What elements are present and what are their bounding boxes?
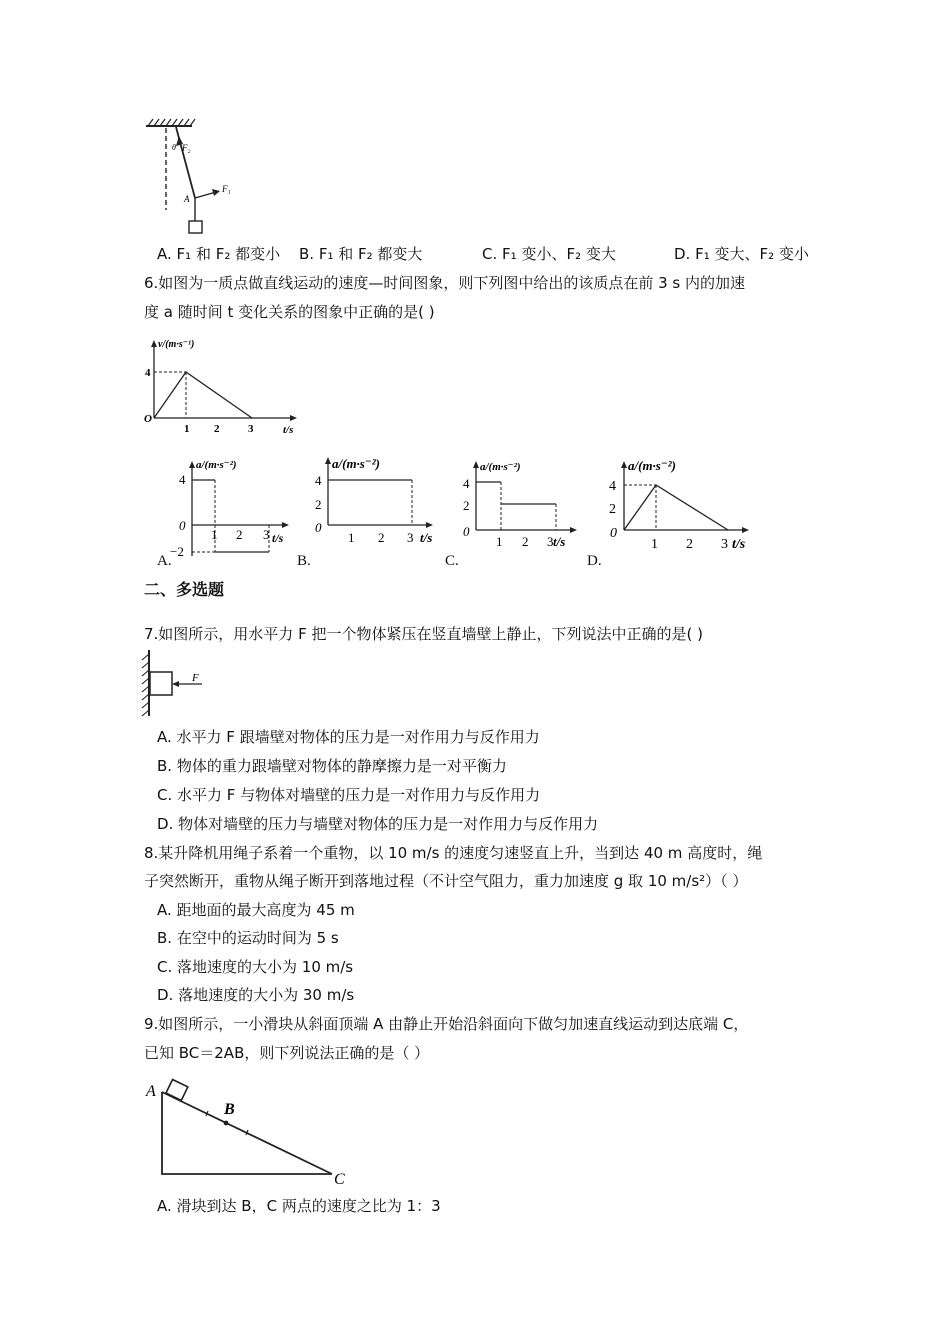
at-option-b-letter: B.: [297, 553, 311, 569]
ceiling-hatch: [148, 119, 195, 126]
at-d-ylabel: a/(m·s⁻²): [628, 458, 676, 473]
label-b: B: [224, 1101, 235, 1118]
at-d-xtick-2: 2: [686, 537, 693, 552]
at-c-xtick-3: 3: [547, 534, 554, 549]
force-f-arrowhead: [172, 681, 179, 687]
point-a-label: A: [184, 194, 190, 204]
f1-arrowhead: [212, 189, 220, 196]
section-title-multiple-choice: 二、多选题: [144, 580, 225, 599]
at-c-x-arrow: [570, 527, 577, 533]
at-a-xtick-2: 2: [236, 527, 243, 542]
at-chart-d: [604, 456, 764, 560]
q8-stem-line2: 子突然断开，重物从绳子断开到落地过程（不计空气阻力，重力加速度 g 取 10 m/s²）（ ）: [144, 872, 748, 890]
at-d-xlabel: t/s: [732, 537, 746, 552]
vt-chart: [142, 336, 312, 436]
at-a-x-arrow: [282, 522, 289, 528]
at-b-xtick-3: 3: [407, 530, 414, 545]
label-a: A: [146, 1083, 156, 1100]
q8-stem-line1: 8.某升降机用绳子系着一个重物，以 10 m/s 的速度匀速竖直上升，当到达 40 m 高度时，绳: [144, 844, 763, 862]
at-b-ytick-4: 4: [315, 473, 322, 488]
point-b-dot: [224, 1121, 229, 1126]
at-b-xlabel: t/s: [420, 530, 433, 545]
q8-option-c: C. 落地速度的大小为 10 m/s: [157, 958, 354, 976]
at-a-xlabel: t/s: [272, 531, 284, 545]
at-b-ytick-2: 2: [315, 497, 322, 512]
q7-option-a: A. 水平力 F 跟墙壁对物体的压力是一对作用力与反作用力: [157, 728, 540, 746]
at-c-y-arrow: [473, 461, 479, 468]
theta-label: θ: [172, 143, 176, 152]
at-b-x-arrow: [426, 522, 433, 528]
vt-origin: O: [144, 413, 152, 425]
at-a-y-arrow: [189, 461, 195, 468]
sliding-block: [166, 1079, 188, 1100]
q8-option-d: D. 落地速度的大小为 30 m/s: [157, 986, 355, 1004]
at-d-xtick-3: 3: [721, 537, 728, 552]
f1-arrow-line: [195, 192, 216, 198]
at-b-ytick-0: 0: [315, 520, 322, 535]
q8-option-b: B. 在空中的运动时间为 5 s: [157, 929, 339, 947]
at-option-a-letter: A.: [157, 553, 172, 569]
q5-pendulum-figure: [140, 118, 250, 238]
at-option-d-letter: D.: [587, 553, 602, 569]
wall-hatch: [142, 654, 149, 716]
at-d-x-arrow: [742, 527, 749, 533]
at-c-ytick-4: 4: [463, 476, 470, 491]
at-c-xtick-2: 2: [522, 534, 529, 549]
q7-wall-figure: [140, 648, 220, 718]
vt-ytick-4: 4: [145, 367, 151, 379]
q7-option-b: B. 物体的重力跟墙壁对物体的静摩擦力是一对平衡力: [157, 757, 507, 775]
q5-option-b: B. F₁ 和 F₂ 都变大: [299, 245, 423, 263]
vt-xtick-1: 1: [184, 423, 190, 435]
at-a-ytick-0: 0: [179, 518, 186, 533]
q5-option-c: C. F₁ 变小、F₂ 变大: [482, 245, 616, 263]
at-c-ytick-0: 0: [463, 524, 470, 539]
vt-y-arrow: [151, 340, 157, 347]
force-f-label: F: [192, 672, 199, 684]
at-chart-a: [168, 456, 293, 566]
at-a-xtick-1: 1: [211, 527, 218, 542]
at-c-ytick-2: 2: [463, 498, 470, 513]
weight-box: [189, 221, 202, 233]
at-d-xtick-1: 1: [651, 537, 658, 552]
q9-option-a: A. 滑块到达 B，C 两点的速度之比为 1：3: [157, 1197, 441, 1215]
q7-option-d: D. 物体对墙壁的压力与墙壁对物体的压力是一对作用力与反作用力: [157, 815, 599, 833]
q9-stem-line1: 9.如图所示，一小滑块从斜面顶端 A 由静止开始沿斜面向下做匀加速直线运动到达底端 C，: [144, 1015, 749, 1033]
at-b-xtick-1: 1: [348, 530, 355, 545]
q8-option-a: A. 距地面的最大高度为 45 m: [157, 901, 355, 919]
f1-label: F₁: [222, 184, 231, 194]
at-a-ytick-4: 4: [179, 472, 186, 487]
at-a-ytick-m2: −2: [170, 544, 184, 559]
label-c: C: [334, 1171, 345, 1188]
q9-stem-line2: 已知 BC＝2AB，则下列说法正确的是（ ）: [144, 1044, 430, 1062]
q6-stem-line1: 6.如图为一质点做直线运动的速度—时间图象，则下列图中给出的该质点在前 3 s 内的加速: [144, 274, 745, 292]
at-a-xtick-3: 3: [263, 527, 270, 542]
q9-incline-figure: [142, 1070, 357, 1190]
at-d-ytick-0: 0: [610, 526, 617, 541]
at-c-xtick-1: 1: [496, 534, 503, 549]
at-d-ytick-4: 4: [609, 479, 616, 494]
vt-series-line: [154, 372, 252, 418]
q7-option-c: C. 水平力 F 与物体对墙壁的压力是一对作用力与反作用力: [157, 786, 541, 804]
q6-stem-line2: 度 a 随时间 t 变化关系的图象中正确的是( ): [144, 303, 435, 321]
q7-stem: 7.如图所示，用水平力 F 把一个物体紧压在竖直墙壁上静止，下列说法中正确的是( ): [144, 625, 703, 643]
at-chart-c: [458, 456, 588, 556]
at-a-ylabel: a/(m·s⁻²): [196, 459, 237, 471]
vt-xtick-2: 2: [214, 423, 220, 435]
at-c-xlabel: t/s: [553, 534, 566, 549]
at-b-ylabel: a/(m·s⁻²): [332, 456, 380, 471]
vt-x-arrow: [290, 415, 297, 421]
at-b-xtick-2: 2: [378, 530, 385, 545]
at-chart-b: [310, 452, 440, 552]
q5-option-d: D. F₁ 变大、F₂ 变小: [674, 245, 809, 263]
f2-label: F₂: [182, 143, 191, 153]
at-b-y-arrow: [325, 457, 331, 464]
vt-xlabel: t/s: [283, 424, 294, 436]
vt-xtick-3: 3: [248, 423, 254, 435]
at-d-ytick-2: 2: [609, 502, 616, 517]
at-d-series-line: [624, 485, 728, 530]
vt-ylabel: v/(m·s⁻¹): [158, 339, 195, 350]
at-option-c-letter: C.: [445, 553, 459, 569]
at-d-y-arrow: [621, 461, 627, 468]
pressed-block: [150, 672, 172, 695]
at-c-ylabel: a/(m·s⁻²): [480, 461, 521, 473]
q5-option-a: A. F₁ 和 F₂ 都变小: [157, 245, 281, 263]
